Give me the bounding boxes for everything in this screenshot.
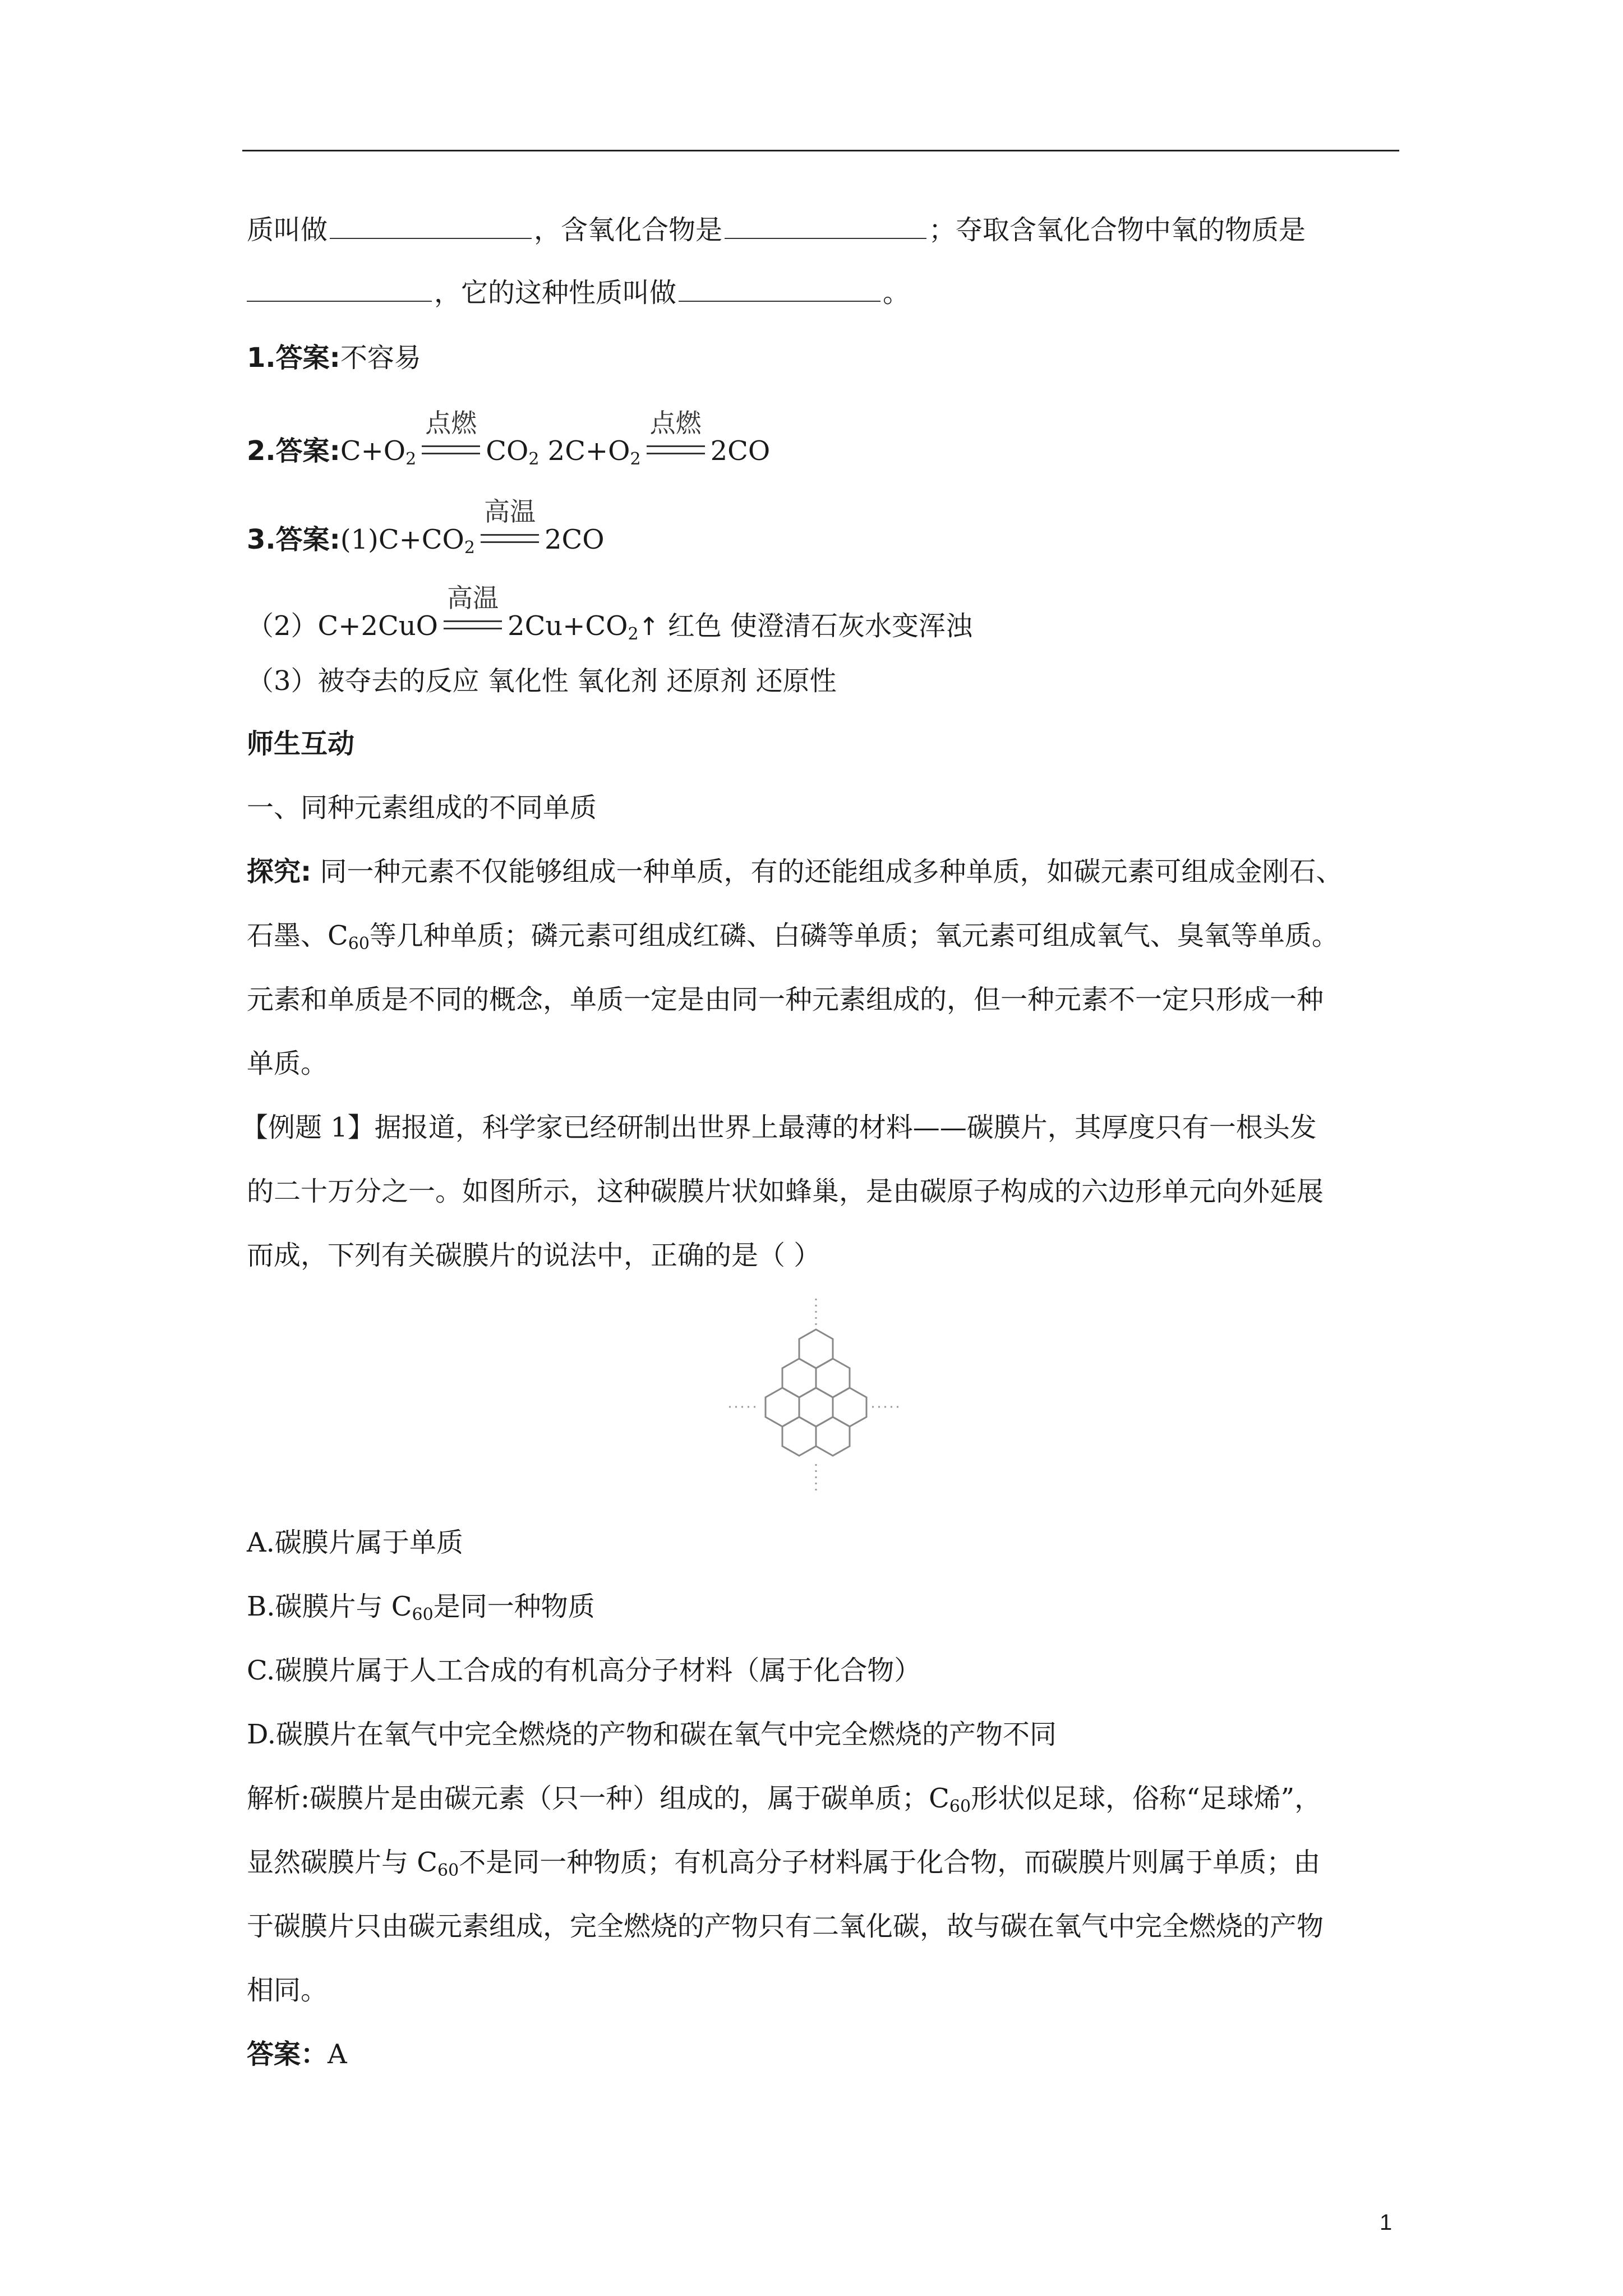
option-text: B.碳膜片与 C [247,1591,412,1622]
reaction-condition [417,408,485,460]
section-title: 师生互动 [247,728,355,760]
answer-2 [247,408,771,476]
fill-blank[interactable] [247,278,432,302]
option-b [247,1590,595,1632]
intro-text: 质叫做 [247,214,328,246]
equals-sign [444,620,502,629]
answer-3-part-3 [247,664,837,698]
section-subtitle: 一、同种元素组成的不同单质 [247,792,597,823]
condition-text: 点燃 [425,408,477,438]
solution-text: 形状似足球，俗称“足球烯”， [971,1783,1322,1814]
intro-text: 。 [883,277,910,309]
intro-line-1 [247,213,1306,247]
answer-text: （3）被夺去的反应 氧化性 氧化剂 还原剂 还原性 [247,665,837,697]
explore-text: 等几种单质；磷元素可组成红磷、白磷等单质；氧元素可组成氧气、臭氧等单质。 [369,920,1339,951]
formula-text: 2Cu+CO [508,610,628,642]
subscript: 60 [348,934,370,954]
explore-label: 探究: [247,856,312,887]
final-answer [247,2037,347,2071]
formula-text: （2）C+2CuO [247,610,439,642]
subscript: 2 [630,449,641,469]
reaction-condition [476,496,543,549]
answer-label: 2.答案: [247,435,340,467]
condition-text: 高温 [483,496,536,527]
reaction-condition [439,583,506,635]
explore-text: 石墨、C [247,920,348,951]
fill-blank[interactable] [725,215,926,239]
fill-blank[interactable] [330,215,532,239]
formula-text: 2CO [710,435,771,467]
option-c: C.碳膜片属于人工合成的有机高分子材料（属于化合物） [247,1655,921,1686]
option-text: 是同一种物质 [433,1591,595,1622]
subscript: 2 [628,624,639,644]
formula-text: 2C+O [539,435,630,467]
subscript: 2 [528,449,540,469]
solution-line-4: 相同。 [247,1975,328,2006]
answer-text: 红色 使澄清石灰水变浑浊 [659,610,973,642]
equals-sign [422,445,480,454]
example-line-3: 而成，下列有关碳膜片的说法中，正确的是（ ） [247,1240,821,1271]
formula-text: C+O [340,435,406,467]
answer-1 [247,341,421,375]
explore-text: 同一种元素不仅能够组成一种单质，有的还能组成多种单质，如碳元素可组成金刚石、 [311,856,1343,887]
hexagon [782,1417,816,1456]
gas-arrow-icon: ↑ [638,613,660,641]
intro-line-2 [247,276,910,310]
option-d: D.碳膜片在氧气中完全燃烧的产物和碳在氧气中完全燃烧的产物不同 [247,1719,1057,1750]
answer-label: 3.答案: [247,524,340,555]
formula-text: (1)C+CO [340,524,464,555]
answer-3 [247,496,605,565]
answer-3-part-2 [247,583,973,651]
subscript: 60 [412,1605,434,1625]
intro-text: ；夺取含氧化合物中氧的物质是 [929,214,1306,246]
equals-sign [647,445,705,454]
answer-value: A [328,2039,347,2070]
page-number: 1 [1380,2210,1393,2235]
explore-line-4: 单质。 [247,1048,328,1079]
formula-text: 2CO [544,524,605,555]
explore-line-2 [247,919,1339,961]
subscript: 2 [464,538,475,558]
solution-line-1 [247,1782,1321,1824]
subscript: 60 [437,1861,459,1880]
solution-line-3: 于碳膜片只由碳元素组成，完全燃烧的产物只有二氧化碳，故与碳在氧气中完全燃烧的产物 [247,1911,1324,1942]
example-line-2: 的二十万分之一。如图所示，这种碳膜片状如蜂巢，是由碳原子构成的六边形单元向外延展 [247,1176,1324,1207]
solution-line-2 [247,1846,1320,1888]
answer-label: 1.答案: [247,342,340,374]
answer-label: 答案： [247,2039,328,2070]
subscript: 2 [405,449,417,469]
solution-text: 解析:碳膜片是由碳元素（只一种）组成的，属于碳单质；C [247,1783,949,1814]
option-a: A.碳膜片属于单质 [247,1527,463,1558]
intro-text: ，含氧化合物是 [534,214,723,246]
reaction-condition [642,408,709,460]
explore-line-1 [247,855,1343,889]
example-line-1: 【例题 1】据报道，科学家已经研制出世界上最薄的材料——碳膜片，其厚度只有一根头发 [241,1112,1317,1143]
solution-text: 显然碳膜片与 C [247,1847,437,1878]
explore-line-3: 元素和单质是不同的概念，单质一定是由同一种元素组成的，但一种元素不一定只形成一种 [247,984,1324,1015]
formula-text: CO [486,435,529,467]
solution-text: 不是同一种物质；有机高分子材料属于化合物，而碳膜片则属于单质；由 [459,1847,1321,1878]
hexagon [816,1417,850,1456]
header-rule [242,150,1399,151]
fill-blank[interactable] [679,278,880,302]
subscript: 60 [949,1797,971,1816]
honeycomb-figure [723,1296,909,1498]
condition-text: 高温 [447,583,499,613]
equals-sign [481,534,539,543]
condition-text: 点燃 [649,408,702,438]
intro-text: ，它的这种性质叫做 [434,277,677,309]
answer-text: 不容易 [340,342,421,374]
